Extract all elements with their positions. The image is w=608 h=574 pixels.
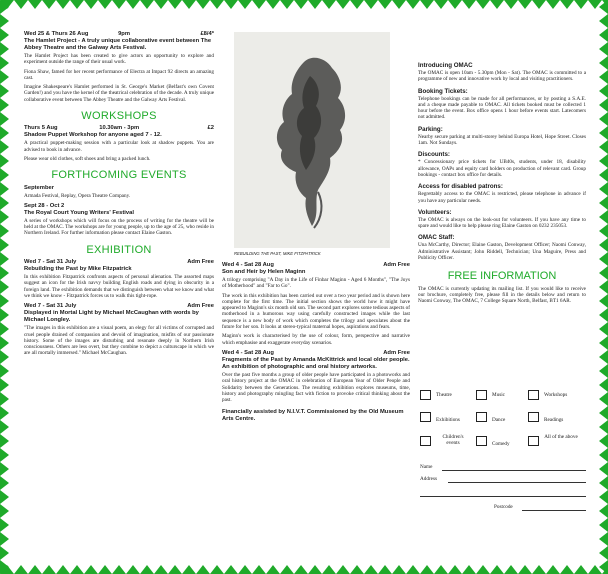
dance-checkbox[interactable] [476, 412, 487, 422]
event-text: A series of workshops which will focus on the process of writing for the theatre will be held at the OMAC. The workshops are for young people, up to the age of 25, who reside in Northern Ireland. For further information please contact Elaine Gaston. [24, 217, 214, 237]
exhibitions-checkbox[interactable] [420, 412, 431, 422]
parking-heading: Parking: [418, 125, 443, 133]
readings-label: Readings [544, 417, 564, 423]
event-date: Sept 28 - Oct 2 [24, 202, 65, 209]
access-heading: Access for disabled patrons: [418, 183, 503, 191]
all-label: All of the above [544, 434, 578, 440]
event-price: Adm Free [187, 303, 214, 310]
event-price: £2 [207, 125, 214, 132]
event-text: Imagine Shakespeare's Hamlet performed in St. George's Market (Belfast's own Covent Garden!) and you have the kernel of the theatrical celebration of the decade. A truly unique collaborative event between The Abbey Theatre and the Galway Arts Festival. [24, 84, 214, 103]
childrens-label: Children's events [442, 434, 464, 446]
event-date: September [24, 184, 54, 191]
address-label: Address [420, 476, 438, 482]
dance-label: Dance [492, 417, 506, 423]
address-field[interactable] [448, 482, 586, 483]
readings-checkbox[interactable] [528, 412, 539, 422]
column-events [24, 31, 214, 361]
event-hamlet [24, 31, 214, 103]
comedy-checkbox[interactable] [476, 436, 487, 446]
exhibitions-label: Exhibitions [436, 417, 460, 423]
staff-text: Una McCarthy, Director; Elaine Gaston, Development Officer; Naomi Conway, Administrative Assistant; John Riddell, Technician; Una Maguire, Press and Publicity Officer. [418, 242, 586, 262]
event-time: 9pm [118, 31, 130, 37]
all-checkbox[interactable] [528, 436, 539, 446]
exhibition-heading: EXHIBITION [86, 243, 152, 256]
event-puppet-workshop [24, 125, 214, 162]
event-text: In this exhibition Fitzpatrick confronts aspects of personal alienation. The assorted maps suggest an icon for the Irish navvy building English roads and dying in obscurity in a foreign land. The exhibition demands that we distinguish between what we know and what we think we know - Fitzpatrick forces us to walk this tight-rope. [24, 274, 214, 299]
event-text: Armada Festival, Replay, Opera Theatre Company. [24, 192, 131, 199]
free-information-heading: FREE INFORMATION [447, 270, 557, 283]
event-title: Displayed in Mortal Light by Michael McCaughan with words by Michael Longley. [24, 310, 199, 324]
column-exhibitions [222, 262, 410, 423]
event-son-and-heir [222, 262, 410, 346]
event-text: "The images in this exhibition are a visual poem, an elegy for all victims of corrupted and cruel people drained of compassion and devoid of imagination, misfits of our passionate history. Some of the images are disturbing and resonate deeply in Northern Irish consciousness. Others are less overt, but they combine to depict a culturscape in which we are all mortally immersed." Michael McCaughan. [24, 325, 214, 357]
exhibition-photo [234, 32, 390, 248]
free-information-text: The OMAC is currently updating its mailing list. If you would like to receive our brochure, completely free, please fill in the details below and return to Naomi Conway, The OMAC, 7 College Square North, Belfast, BT1 6AR. [418, 285, 586, 305]
event-text: Maginn's work is characterised by the use of colour, form, perspective and narrative which emphasise and exaggerate everyday scenarios. [222, 333, 410, 346]
booking-heading: Booking Tickets: [418, 87, 468, 95]
volunteers-heading: Volunteers: [418, 208, 452, 216]
name-label: Name [420, 464, 433, 470]
parking-text: Nearby secure parking at multi-storey behind Europa Hotel, Hope Street. Closes 1am. Not Sundays. [418, 133, 586, 147]
event-date: Wed 25 & Thurs 26 Aug [24, 31, 89, 37]
event-text: Please wear old clothes, soft shoes and bring a packed lunch. [24, 155, 151, 162]
event-date: Wed 4 - Sat 28 Aug [222, 349, 274, 356]
event-date: Thurs 5 Aug [24, 125, 58, 132]
event-text: Fiona Shaw, famed for her recent performance of Electra at Impact 92 directs an amazing cast. [24, 68, 214, 81]
address-field-line2[interactable] [420, 496, 586, 497]
ireland-map-sculpture-image [234, 32, 390, 248]
event-text: A trilogy comprising "A Day in the Life of Finbar Maginn - Aged 6 Months", "The Joys of Motherhood" and "Far to Go". [222, 277, 410, 290]
workshops-label: Workshops [544, 392, 568, 398]
comedy-label: Comedy [492, 441, 510, 447]
name-field[interactable] [442, 470, 586, 471]
staff-heading: OMAC Staff: [418, 234, 455, 242]
workshops-heading: WORKSHOPS [81, 110, 157, 123]
postcode-label: Postcode [494, 504, 513, 510]
event-date: Wed 4 - Sat 28 Aug [222, 262, 274, 268]
event-title: The Hamlet Project - A truly unique collaborative event between The Abbey Theatre and the Galway Arts Festival. [24, 38, 212, 51]
event-royal-court [24, 203, 214, 237]
intro-heading: Introducing OMAC [418, 62, 473, 69]
event-text: The work in this exhibition has been carried out over a two year period and is shown here complete for the first time. The initial section shows the world how it might have appeared to Maginn's six month old son. The second part explores some tedious aspects of motherhood in a humorous way using carefully constructed images while the last sequence is a new body of work which completes the trilogy and speculates about the future for her son. It looks at stereo-typical maternal hopes, aspirations and fears. [222, 292, 410, 331]
event-text: The Hamlet Project has been created to give actors an opportunity to explore and experiment outside the range of their usual work. [24, 53, 214, 66]
event-fragments-past [222, 350, 410, 403]
volunteers-text: The OMAC is always on the look-out for volunteers. If you have any time to spare and would like to help please ring Elaine Gaston on 0232 235053. [418, 216, 586, 230]
postcode-field[interactable] [522, 510, 586, 511]
event-price: Adm Free [383, 349, 410, 356]
event-text: A practical puppet-making session with a particular look at shadow puppets. You are advised to book in advance. [24, 140, 214, 153]
event-mortal-light [24, 303, 214, 356]
event-date: Wed 7 - Sat 31 July [24, 303, 77, 310]
childrens-checkbox[interactable] [420, 436, 431, 446]
event-title: Shadow Puppet Workshop for anyone aged 7 - 12. [24, 132, 162, 139]
event-text: Over the past five months a group of older people have participated in a photoworks and oral history project at the OMAC in celebration of European Year of Older People and Solidarity between the Generations. The resulting exhibition explores museums, time, history and photography mingling fact with fiction to provoke critical thinking about the past. [222, 371, 410, 404]
booking-text: Telephone bookings can be made for all performances, or by posting a S.A.E. and a cheque made payable to OMAC. All tickets booked must be collected 1 hour before the event. Box office opens 1 hour before events start. Latecomers not admitted. [418, 95, 586, 121]
forthcoming-heading: FORTHCOMING EVENTS [51, 169, 187, 182]
funding-note: Financially assisted by N.I.V.T. Commissioned by the Old Museum Arts Centre. [222, 409, 404, 423]
theatre-checkbox[interactable] [420, 390, 431, 400]
discounts-text: * Concessionary price tickets for UB40s, students, under 18, disability allowance, OAPs and equity card holders on production of relevant card. Group bookings - contact box office for details. [418, 159, 586, 178]
event-price: Adm Free [383, 262, 410, 268]
discounts-heading: Discounts: [418, 151, 450, 159]
column-info [418, 57, 586, 307]
event-price: £8/4* [200, 31, 214, 37]
event-date: Wed 7 - Sat 31 July [24, 259, 77, 266]
event-title: Son and Heir by Helen Maginn [222, 269, 306, 275]
event-title: The Royal Court Young Writers' Festival [24, 209, 134, 216]
event-september [24, 185, 214, 199]
access-text: Regrettably access to the OMAC is restricted, please telephone in advance if you have any particular needs. [418, 191, 586, 204]
music-label: Music [492, 392, 505, 398]
workshops-checkbox[interactable] [528, 390, 539, 400]
event-time: 10.30am - 3pm [99, 125, 140, 132]
theatre-label: Theatre [436, 392, 452, 398]
event-price: Adm Free [187, 259, 214, 266]
event-title: Rebuilding the Past by Mike Fitzpatrick [24, 266, 132, 273]
photo-caption: REBUILDING THE PAST, MIKE FITZPATRICK [234, 251, 321, 256]
intro-text: The OMAC is open 10am - 5.30pm (Mon - Sat). The OMAC is committed to a programme of new and innovative work by local and visiting practitioners. [418, 70, 586, 83]
event-rebuilding-past [24, 259, 214, 299]
event-title: Fragments of the Past by Amanda McKittrick and local older people. An exhibition of photographic and oral history artworks. [222, 356, 410, 370]
music-checkbox[interactable] [476, 390, 487, 400]
